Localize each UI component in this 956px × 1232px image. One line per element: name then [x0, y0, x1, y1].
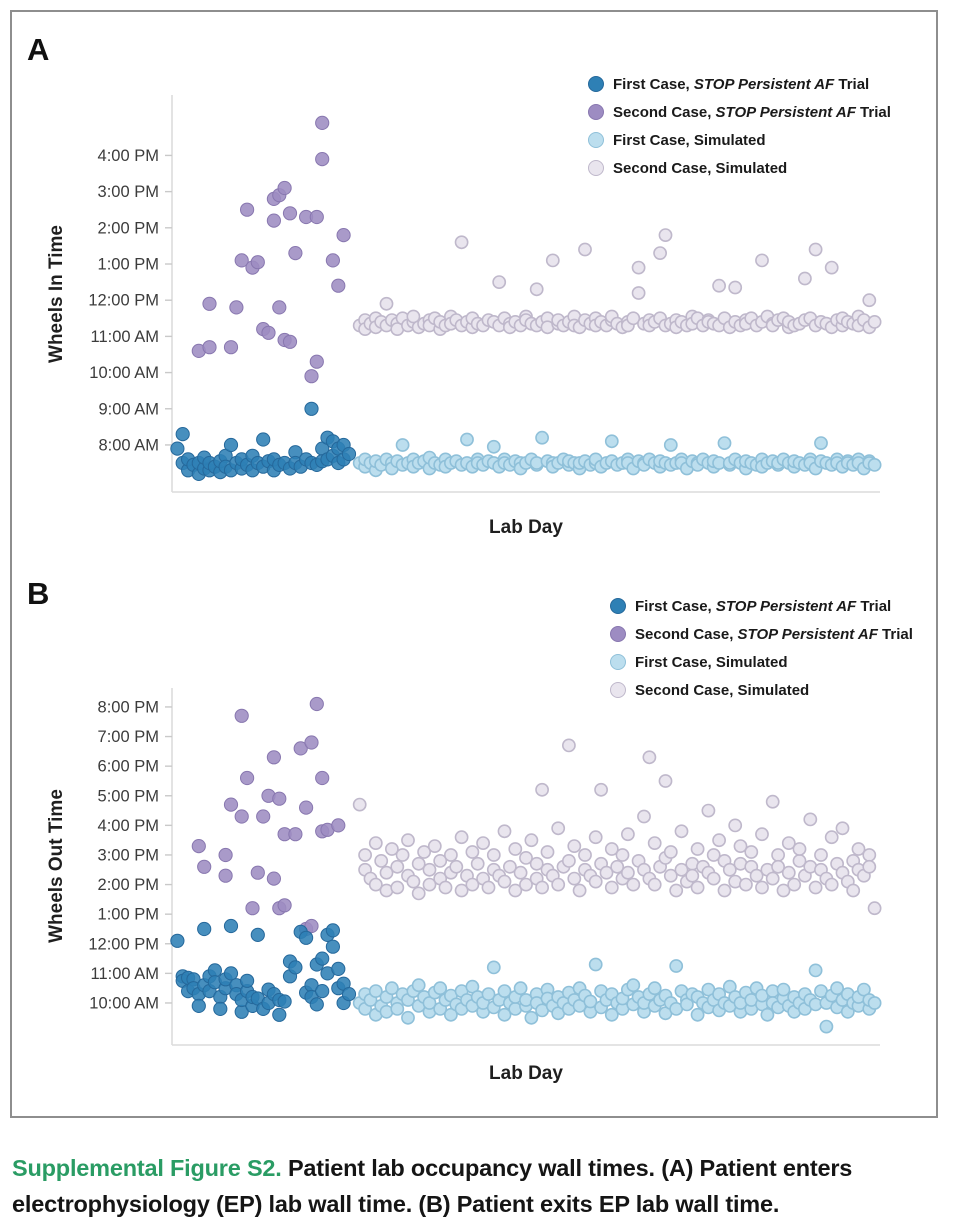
legend-label: [613, 160, 787, 177]
data-point-series-3: [498, 876, 510, 888]
data-point-series-3: [659, 229, 671, 241]
data-point-series-1: [332, 819, 345, 832]
data-point-series-1: [332, 279, 345, 292]
y-tick-label: 2:00 PM: [97, 876, 159, 895]
data-point-series-3: [472, 858, 484, 870]
legend-swatch-second-case-simulated-icon: [588, 160, 604, 176]
data-point-series-1: [316, 116, 329, 129]
data-point-series-1: [326, 254, 339, 267]
data-point-series-1: [289, 828, 302, 841]
data-point-series-0: [316, 952, 329, 965]
data-point-series-2: [590, 958, 602, 970]
data-point-series-3: [756, 828, 768, 840]
legend-swatch-first-case-trial-icon: [588, 76, 604, 92]
legend-item-first-case-simulated: [588, 126, 891, 154]
panel-b-letter: B: [27, 576, 50, 611]
data-point-series-3: [391, 881, 403, 893]
data-point-series-2: [488, 441, 500, 453]
legend-label-post: Trial: [834, 75, 870, 93]
data-point-series-0: [224, 438, 237, 451]
data-point-series-1: [305, 370, 318, 383]
data-point-series-3: [488, 849, 500, 861]
data-point-series-3: [670, 884, 682, 896]
data-point-series-0: [241, 974, 254, 987]
data-point-series-0: [176, 428, 189, 441]
legend-item-second-case-trial: [588, 98, 891, 126]
legend-label-italic: STOP Persistent AF: [693, 75, 835, 93]
data-point-series-3: [391, 861, 403, 873]
data-point-series-3: [450, 861, 462, 873]
legend-label: [613, 132, 766, 149]
data-point-series-3: [498, 825, 510, 837]
data-point-series-0: [208, 964, 221, 977]
data-point-series-1: [337, 229, 350, 242]
data-point-series-1: [283, 335, 296, 348]
y-tick-label: 8:00 PM: [97, 698, 159, 717]
data-point-series-0: [300, 931, 313, 944]
data-point-series-3: [402, 834, 414, 846]
data-point-series-3: [563, 739, 575, 751]
data-point-series-2: [461, 433, 473, 445]
data-point-series-0: [332, 962, 345, 975]
y-tick-label: 10:00 AM: [89, 994, 159, 1013]
y-tick-label: 12:00 PM: [88, 935, 159, 954]
y-tick-label: 4:00 PM: [97, 146, 159, 165]
data-point-series-3: [552, 822, 564, 834]
data-point-series-2: [665, 439, 677, 451]
data-point-series-3: [686, 870, 698, 882]
legend-label-italic: STOP Persistent AF: [715, 597, 857, 615]
data-point-series-2: [536, 432, 548, 444]
data-point-series-3: [354, 799, 366, 811]
data-point-series-1: [241, 203, 254, 216]
data-point-series-3: [863, 294, 875, 306]
data-point-series-3: [729, 819, 741, 831]
data-point-series-3: [708, 873, 720, 885]
data-point-series-2: [761, 1009, 773, 1021]
data-point-series-2: [488, 961, 500, 973]
legend-label-pre: Second Case,: [635, 625, 738, 643]
legend-label-pre: Second Case, Simulated: [635, 681, 810, 699]
data-point-series-3: [745, 846, 757, 858]
data-point-series-0: [278, 995, 291, 1008]
data-point-series-3: [815, 849, 827, 861]
data-point-series-3: [638, 810, 650, 822]
legend-label-italic: STOP Persistent AF: [715, 103, 856, 121]
y-axis-title-panel-a: Wheels In Time: [46, 225, 67, 363]
legend-label: [635, 682, 809, 699]
data-point-series-1: [278, 899, 291, 912]
data-point-series-0: [273, 1008, 286, 1021]
data-point-series-0: [342, 447, 355, 460]
data-point-series-3: [826, 831, 838, 843]
legend-swatch-first-case-trial-icon: [610, 598, 626, 614]
data-point-series-2: [692, 1009, 704, 1021]
legend-label: [635, 654, 788, 671]
data-point-series-3: [756, 881, 768, 893]
data-point-series-3: [836, 822, 848, 834]
data-point-series-3: [654, 247, 666, 259]
y-tick-label: 1:00 PM: [97, 905, 159, 924]
data-point-series-0: [305, 402, 318, 415]
data-point-series-2: [627, 979, 639, 991]
data-point-series-3: [622, 828, 634, 840]
caption-label: Supplemental Figure S2.: [12, 1155, 282, 1181]
y-tick-label: 11:00 AM: [90, 964, 159, 983]
data-point-series-0: [214, 1002, 227, 1015]
data-point-series-3: [525, 834, 537, 846]
data-point-series-1: [230, 301, 243, 314]
data-point-series-3: [413, 887, 425, 899]
data-point-series-1: [246, 902, 259, 915]
data-point-series-3: [863, 861, 875, 873]
data-point-series-2: [515, 982, 527, 994]
data-point-series-1: [273, 301, 286, 314]
data-point-series-3: [375, 855, 387, 867]
y-tick-label: 12:00 PM: [88, 291, 159, 310]
data-point-series-0: [316, 985, 329, 998]
data-point-series-1: [283, 207, 296, 220]
data-point-series-3: [826, 262, 838, 274]
data-point-series-0: [326, 940, 339, 953]
data-point-series-3: [370, 837, 382, 849]
data-point-series-3: [847, 884, 859, 896]
data-point-series-3: [767, 796, 779, 808]
data-point-series-2: [525, 1012, 537, 1024]
data-point-series-3: [439, 881, 451, 893]
legend-label: [613, 104, 891, 121]
y-tick-label: 5:00 PM: [97, 787, 159, 806]
data-point-series-3: [633, 287, 645, 299]
data-point-series-3: [783, 867, 795, 879]
data-point-series-2: [869, 997, 881, 1009]
data-point-series-3: [579, 243, 591, 255]
data-point-series-2: [718, 437, 730, 449]
legend-swatch-second-case-simulated-icon: [610, 682, 626, 698]
legend-label-pre: First Case, Simulated: [613, 131, 766, 149]
data-point-series-3: [713, 280, 725, 292]
y-tick-label: 2:00 PM: [97, 219, 159, 238]
data-point-series-0: [224, 919, 237, 932]
legend-item-first-case-simulated: [610, 648, 913, 676]
data-point-series-1: [273, 792, 286, 805]
legend-label-italic: STOP Persistent AF: [737, 625, 878, 643]
panel-a-letter: A: [27, 32, 50, 67]
legend-label-pre: Second Case,: [613, 103, 716, 121]
data-point-series-3: [515, 867, 527, 879]
y-tick-label: 3:00 PM: [97, 183, 159, 202]
data-point-series-1: [316, 771, 329, 784]
data-point-series-3: [793, 843, 805, 855]
data-point-series-3: [456, 831, 468, 843]
data-point-series-3: [643, 751, 655, 763]
data-point-series-1: [224, 341, 237, 354]
data-point-series-1: [257, 810, 270, 823]
data-point-series-3: [869, 902, 881, 914]
legend-swatch-first-case-simulated-icon: [588, 132, 604, 148]
data-point-series-3: [456, 236, 468, 248]
data-point-series-1: [262, 326, 275, 339]
y-tick-label: 3:00 PM: [97, 846, 159, 865]
data-point-series-3: [692, 881, 704, 893]
y-axis-title-panel-b: Wheels Out Time: [46, 789, 67, 943]
data-point-series-3: [810, 881, 822, 893]
data-point-series-3: [579, 849, 591, 861]
data-point-series-3: [810, 243, 822, 255]
data-point-series-2: [391, 1003, 403, 1015]
data-point-series-1: [278, 181, 291, 194]
data-point-series-0: [251, 928, 264, 941]
data-point-series-3: [536, 881, 548, 893]
data-point-series-3: [423, 864, 435, 876]
data-point-series-3: [563, 855, 575, 867]
data-point-series-3: [659, 775, 671, 787]
data-point-series-3: [606, 881, 618, 893]
data-point-series-3: [627, 879, 639, 891]
data-point-series-3: [702, 805, 714, 817]
y-tick-label: 6:00 PM: [97, 757, 159, 776]
data-point-series-3: [772, 849, 784, 861]
y-tick-label: 9:00 AM: [98, 400, 159, 419]
data-point-series-1: [235, 709, 248, 722]
figure-caption: [12, 1150, 942, 1223]
data-point-series-2: [777, 984, 789, 996]
data-point-series-1: [310, 210, 323, 223]
data-point-series-3: [692, 843, 704, 855]
data-point-series-3: [767, 873, 779, 885]
data-point-series-1: [219, 848, 232, 861]
legend-swatch-second-case-trial-icon: [610, 626, 626, 642]
data-point-series-1: [316, 153, 329, 166]
legend-label: [613, 76, 869, 93]
data-point-series-3: [595, 784, 607, 796]
data-point-series-3: [869, 316, 881, 328]
data-point-series-3: [445, 849, 457, 861]
data-point-series-3: [482, 881, 494, 893]
data-point-series-3: [590, 831, 602, 843]
data-point-series-1: [267, 751, 280, 764]
data-point-series-3: [509, 843, 521, 855]
data-point-series-3: [665, 846, 677, 858]
data-point-series-3: [675, 825, 687, 837]
data-point-series-1: [203, 341, 216, 354]
legend-panel-a: [588, 70, 891, 182]
data-point-series-3: [568, 873, 580, 885]
legend-label-pre: First Case,: [613, 75, 694, 93]
data-point-series-2: [649, 982, 661, 994]
legend-label: [635, 598, 891, 615]
data-point-series-1: [267, 214, 280, 227]
data-point-series-1: [310, 697, 323, 710]
data-point-series-1: [251, 256, 264, 269]
data-point-series-3: [826, 879, 838, 891]
data-point-series-2: [413, 979, 425, 991]
legend-label-post: Trial: [855, 103, 891, 121]
data-point-series-3: [649, 879, 661, 891]
data-point-series-0: [310, 998, 323, 1011]
y-tick-label: 7:00 PM: [97, 728, 159, 747]
legend-label: [635, 626, 913, 643]
data-point-series-0: [257, 433, 270, 446]
data-point-series-1: [203, 297, 216, 310]
y-tick-label: 4:00 PM: [97, 816, 159, 835]
data-point-series-2: [434, 982, 446, 994]
data-point-series-3: [397, 849, 409, 861]
y-tick-label: 10:00 AM: [89, 364, 159, 383]
data-point-series-3: [740, 879, 752, 891]
legend-item-second-case-simulated: [588, 154, 891, 182]
data-point-series-3: [788, 879, 800, 891]
legend-item-first-case-trial: [588, 70, 891, 98]
data-point-series-3: [568, 840, 580, 852]
data-point-series-1: [241, 771, 254, 784]
data-point-series-3: [649, 837, 661, 849]
data-point-series-2: [815, 437, 827, 449]
legend-panel-b: [610, 592, 913, 704]
data-point-series-0: [326, 924, 339, 937]
data-point-series-3: [729, 281, 741, 293]
legend-label-pre: Second Case, Simulated: [613, 159, 788, 177]
data-point-series-3: [552, 879, 564, 891]
data-point-series-2: [606, 435, 618, 447]
data-point-series-3: [531, 283, 543, 295]
data-point-series-0: [289, 961, 302, 974]
data-point-series-3: [493, 276, 505, 288]
data-point-series-1: [305, 736, 318, 749]
data-point-series-2: [820, 1021, 832, 1033]
legend-label-post: Trial: [877, 625, 913, 643]
data-point-series-0: [224, 967, 237, 980]
y-tick-label: 1:00 PM: [97, 255, 159, 274]
data-point-series-3: [380, 298, 392, 310]
legend-label-post: Trial: [856, 597, 892, 615]
data-point-series-1: [289, 247, 302, 260]
legend-swatch-second-case-trial-icon: [588, 104, 604, 120]
legend-label-pre: First Case,: [635, 597, 716, 615]
data-point-series-3: [799, 272, 811, 284]
data-point-series-3: [359, 849, 371, 861]
data-point-series-3: [622, 867, 634, 879]
data-point-series-1: [224, 798, 237, 811]
data-point-series-1: [192, 840, 205, 853]
data-point-series-3: [429, 840, 441, 852]
data-point-series-1: [198, 860, 211, 873]
data-point-series-0: [171, 442, 184, 455]
data-point-series-3: [466, 846, 478, 858]
data-point-series-0: [192, 999, 205, 1012]
x-axis-title-panel-b: Lab Day: [489, 1063, 563, 1084]
data-point-series-1: [300, 801, 313, 814]
legend-item-second-case-simulated: [610, 676, 913, 704]
data-point-series-1: [219, 869, 232, 882]
legend-item-second-case-trial: [610, 620, 913, 648]
data-point-series-2: [869, 459, 881, 471]
caption-body: Patient lab occupancy wall times. (A) Patient enters electrophysiology (EP) lab wall time. (B) Patient exits EP lab wall time.: [12, 1155, 853, 1218]
data-point-series-0: [342, 988, 355, 1001]
data-point-series-0: [171, 934, 184, 947]
data-point-series-3: [590, 876, 602, 888]
data-point-series-3: [804, 813, 816, 825]
y-tick-label: 11:00 AM: [90, 327, 159, 346]
data-point-series-3: [574, 884, 586, 896]
data-point-series-3: [718, 884, 730, 896]
data-point-series-3: [633, 262, 645, 274]
data-point-series-3: [547, 254, 559, 266]
data-point-series-2: [810, 964, 822, 976]
data-point-series-2: [397, 439, 409, 451]
data-point-series-1: [267, 872, 280, 885]
legend-swatch-first-case-simulated-icon: [610, 654, 626, 670]
x-axis-title-panel-a: Lab Day: [489, 517, 563, 538]
data-point-series-1: [235, 810, 248, 823]
data-point-series-3: [536, 784, 548, 796]
y-tick-label: 8:00 AM: [98, 436, 159, 455]
data-point-series-1: [310, 355, 323, 368]
data-point-series-2: [670, 960, 682, 972]
data-point-series-3: [756, 254, 768, 266]
legend-item-first-case-trial: [610, 592, 913, 620]
data-point-series-2: [402, 1012, 414, 1024]
data-point-series-0: [198, 922, 211, 935]
data-point-series-3: [863, 849, 875, 861]
data-point-series-3: [541, 846, 553, 858]
legend-label-pre: First Case, Simulated: [635, 653, 788, 671]
data-point-series-3: [713, 834, 725, 846]
data-point-series-3: [616, 849, 628, 861]
data-point-series-1: [251, 866, 264, 879]
data-point-series-3: [407, 876, 419, 888]
data-point-series-3: [477, 837, 489, 849]
